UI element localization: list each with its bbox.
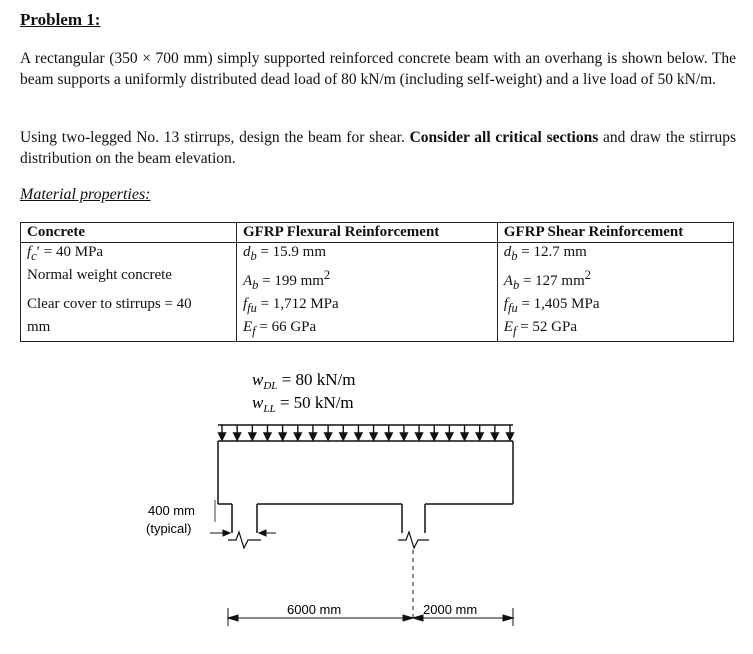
support-width-label: 400 mm: [148, 503, 195, 518]
load-arrow-head: [507, 433, 514, 440]
load-arrow-head: [309, 433, 316, 440]
dead-load-label: $w_{DL} = 80$ kN/m: [252, 370, 356, 392]
flexural-ffu: $f_{fu} = 1,712$ MPa: [236, 295, 497, 318]
table-header-row: [21, 223, 734, 243]
header-gfrp-shear: GFRP Shear Reinforcement: [497, 223, 733, 243]
concrete-cover: Clear cover to stirrups = 40: [21, 295, 237, 318]
load-arrow-head: [461, 433, 468, 440]
task-emphasis: Consider all critical sections: [409, 129, 599, 146]
load-arrow-head: [370, 433, 377, 440]
column-break-lines: [228, 532, 429, 548]
load-arrow-head: [325, 433, 332, 440]
load-arrow-head: [340, 433, 347, 440]
live-load-label: $w_{LL} = 50$ kN/m: [252, 393, 354, 415]
problem-heading: Problem 1:: [20, 10, 101, 29]
load-arrow-head: [234, 433, 241, 440]
load-arrow-head: [400, 433, 407, 440]
task-statement: [20, 127, 736, 169]
shear-ffu: $f_{fu} = 1,405$ MPa: [497, 295, 733, 318]
concrete-fc: $f_c' = 40$ MPa: [21, 243, 237, 267]
load-arrow-head: [249, 433, 256, 440]
header-concrete: Concrete: [21, 223, 237, 243]
flexural-ab: $A_b = 199$ $mm^2$: [236, 266, 497, 295]
load-arrow-head: [491, 433, 498, 440]
problem-statement: A rectangular (350 × 700 mm) simply supported reinforced concrete beam with an overhang is shown below. The beam supports a uniformly distributed dead load of 80 kN/m (including self-weight) and a live load of 50 kN/m.: [20, 50, 736, 88]
concrete-type: Normal weight concrete: [21, 266, 237, 295]
table-row: [21, 243, 734, 267]
distributed-load-arrows: [218, 425, 514, 440]
support-width-note: (typical): [146, 521, 192, 536]
load-arrow-head: [431, 433, 438, 440]
span-length-label: 6000 mm: [287, 602, 342, 617]
material-properties-table: [20, 222, 734, 342]
task-text: Using two-legged No. 13 stirrups, design the beam for shear.: [20, 129, 410, 146]
flexural-ef: $E_f = 66$ GPa: [236, 318, 497, 342]
header-gfrp-flexural: GFRP Flexural Reinforcement: [236, 223, 497, 243]
load-arrow-head: [355, 433, 362, 440]
shear-db: $d_b = 12.7$ mm: [497, 243, 733, 267]
table-row: [21, 295, 734, 318]
shear-ab: $A_b = 127$ $mm^2$: [497, 266, 733, 295]
beam-outline: [218, 441, 513, 533]
task-text-end: and draw the stirrups distribution on the beam elevation.: [20, 129, 737, 167]
load-arrow-head: [294, 433, 301, 440]
load-arrow-head: [446, 433, 453, 440]
load-arrow-head: [264, 433, 271, 440]
flexural-db: $d_b = 15.9$ mm: [236, 243, 497, 267]
support-width-dimension: [210, 500, 276, 536]
overhang-length-label: 2000 mm: [423, 602, 478, 617]
load-arrow-head: [219, 433, 226, 440]
table-row: [21, 266, 734, 295]
table-row: [21, 318, 734, 342]
load-arrow-head: [476, 433, 483, 440]
material-properties-heading: Material properties:: [20, 186, 151, 203]
load-arrow-head: [279, 433, 286, 440]
load-arrow-head: [385, 433, 392, 440]
load-arrow-head: [416, 433, 423, 440]
shear-ef: $E_f = 52$ GPa: [497, 318, 733, 342]
concrete-cover-unit: mm: [21, 318, 237, 342]
beam-elevation-diagram: [0, 350, 753, 650]
